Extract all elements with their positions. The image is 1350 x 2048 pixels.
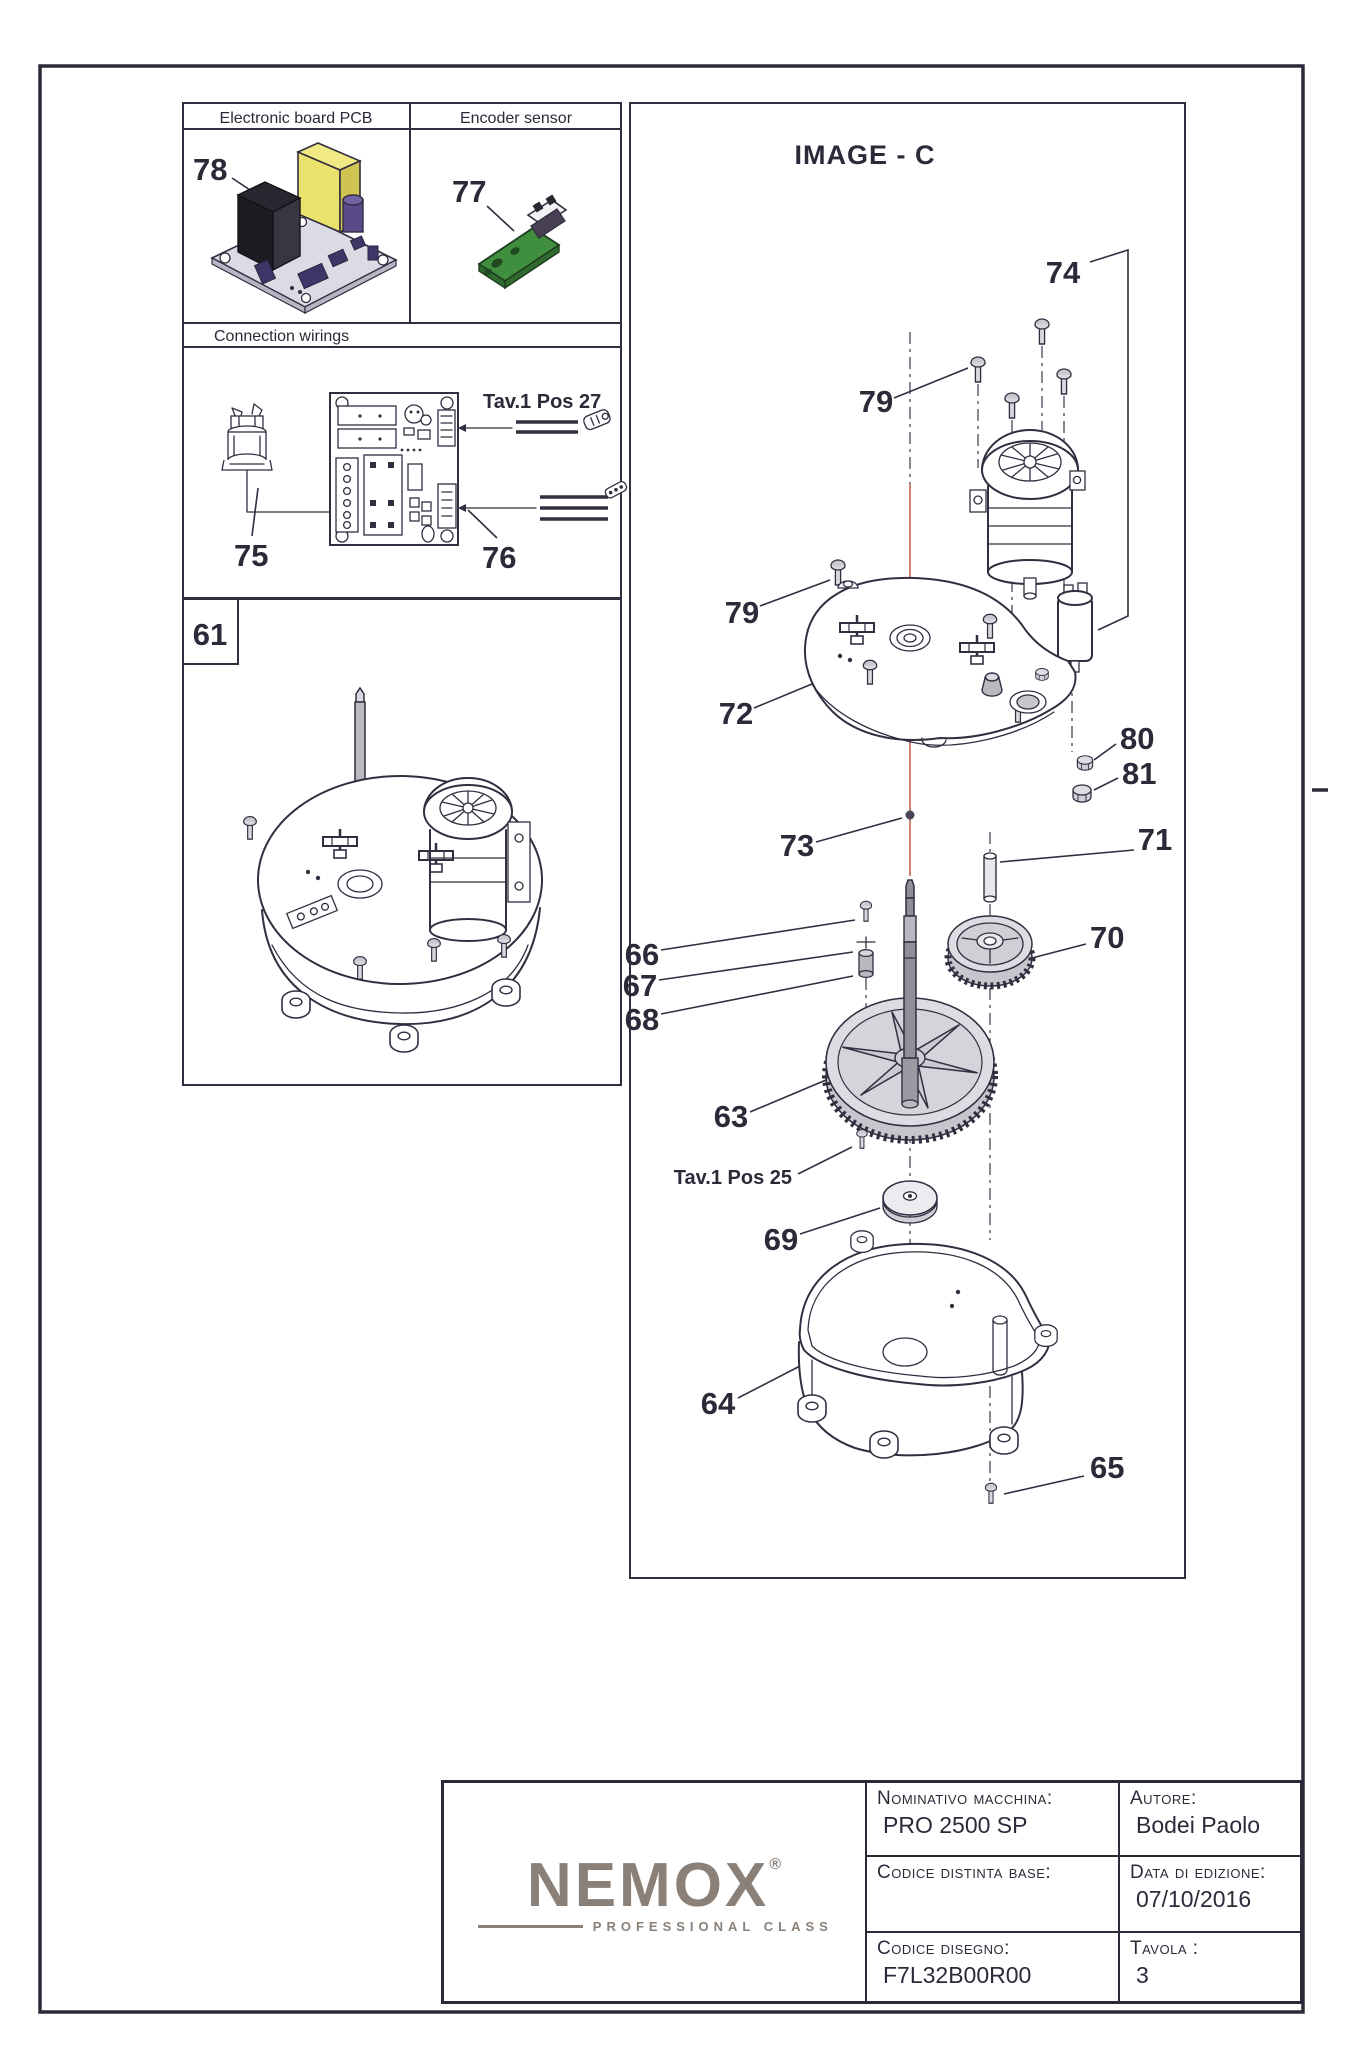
- field-drawing-code: [865, 1931, 1118, 2001]
- callout-71: 71: [1137, 822, 1173, 857]
- callout-76: 76: [482, 540, 517, 575]
- author-value: Bodei Paolo: [1136, 1811, 1261, 1838]
- field-author: [1118, 1783, 1300, 1855]
- edition-date-label: Data di edizione:: [1130, 1862, 1266, 1883]
- control-pcb-drawing: [330, 393, 458, 545]
- nut-80-drawing: [1077, 756, 1092, 770]
- field-bom-code: [865, 1855, 1118, 1931]
- table-number-value: 3: [1136, 1961, 1149, 1988]
- exploded-view-box: [623, 103, 1185, 1578]
- callout-78: 78: [193, 152, 228, 187]
- callout-79-plate: 79: [724, 595, 760, 630]
- brand-tagline: PROFESSIONAL CLASS: [592, 1918, 833, 1934]
- callout-69: 69: [763, 1222, 799, 1257]
- title-block: [441, 1780, 1303, 2004]
- panel-encoder-sensor: [410, 103, 621, 323]
- callout-61: 61: [192, 617, 228, 652]
- callout-70: 70: [1090, 920, 1125, 955]
- callout-73: 73: [779, 828, 815, 863]
- callout-77: 77: [452, 174, 487, 209]
- callout-72: 72: [718, 696, 754, 731]
- panel-title-encoder-sensor: Encoder sensor: [459, 110, 573, 127]
- tav1-pos27-reference: Tav.1 Pos 27: [483, 391, 602, 413]
- table-number-label: Tavola :: [1130, 1938, 1199, 1959]
- drawing-code-value: F7L32B00R00: [883, 1961, 1032, 1988]
- image-title: IMAGE - C: [794, 140, 936, 170]
- panel-assembly-61: [183, 599, 621, 1085]
- field-edition-date: [1118, 1855, 1300, 1931]
- pin-71-drawing: [984, 853, 996, 902]
- callout-68: 68: [624, 1002, 660, 1037]
- panel-title-electronic-board: Electronic board PCB: [219, 110, 373, 127]
- drawing-code-label: Codice disegno:: [877, 1938, 1010, 1959]
- callout-79-top: 79: [858, 384, 894, 419]
- stirrer-shaft-drawing: [904, 880, 916, 1058]
- field-table-number: [1118, 1931, 1300, 2001]
- registered-mark: ®: [769, 1855, 785, 1873]
- machine-name-value: PRO 2500 SP: [883, 1811, 1028, 1838]
- callout-81: 81: [1122, 756, 1157, 791]
- callout-74: 74: [1045, 255, 1081, 290]
- callout-75: 75: [234, 538, 269, 573]
- callout-80: 80: [1120, 721, 1155, 756]
- panel-connection-wirings: [183, 323, 628, 598]
- callout-67: 67: [622, 968, 658, 1003]
- author-label: Autore:: [1130, 1788, 1197, 1809]
- panel-title-connection-wirings: Connection wirings: [214, 328, 350, 345]
- gear-70-drawing: [948, 916, 1032, 986]
- callout-66: 66: [624, 937, 660, 972]
- field-machine-name: [865, 1783, 1118, 1855]
- callout-65: 65: [1090, 1450, 1125, 1485]
- nut-81-drawing: [1073, 785, 1091, 802]
- logo-underline: [478, 1925, 583, 1928]
- bom-code-label: Codice distinta base:: [877, 1862, 1052, 1883]
- machine-name-label: Nominativo macchina:: [877, 1788, 1053, 1809]
- nemox-logo: [444, 1783, 865, 2001]
- brand-name: NEMOX: [526, 1850, 770, 1920]
- tav1-pos25-reference: Tav.1 Pos 25: [673, 1167, 792, 1189]
- callout-63: 63: [713, 1099, 749, 1134]
- edition-date-value: 07/10/2016: [1136, 1885, 1252, 1912]
- callout-64: 64: [700, 1386, 736, 1421]
- ball-73-drawing: [906, 811, 915, 820]
- washer-69-drawing: [883, 1181, 937, 1223]
- panel-electronic-board: [183, 103, 410, 323]
